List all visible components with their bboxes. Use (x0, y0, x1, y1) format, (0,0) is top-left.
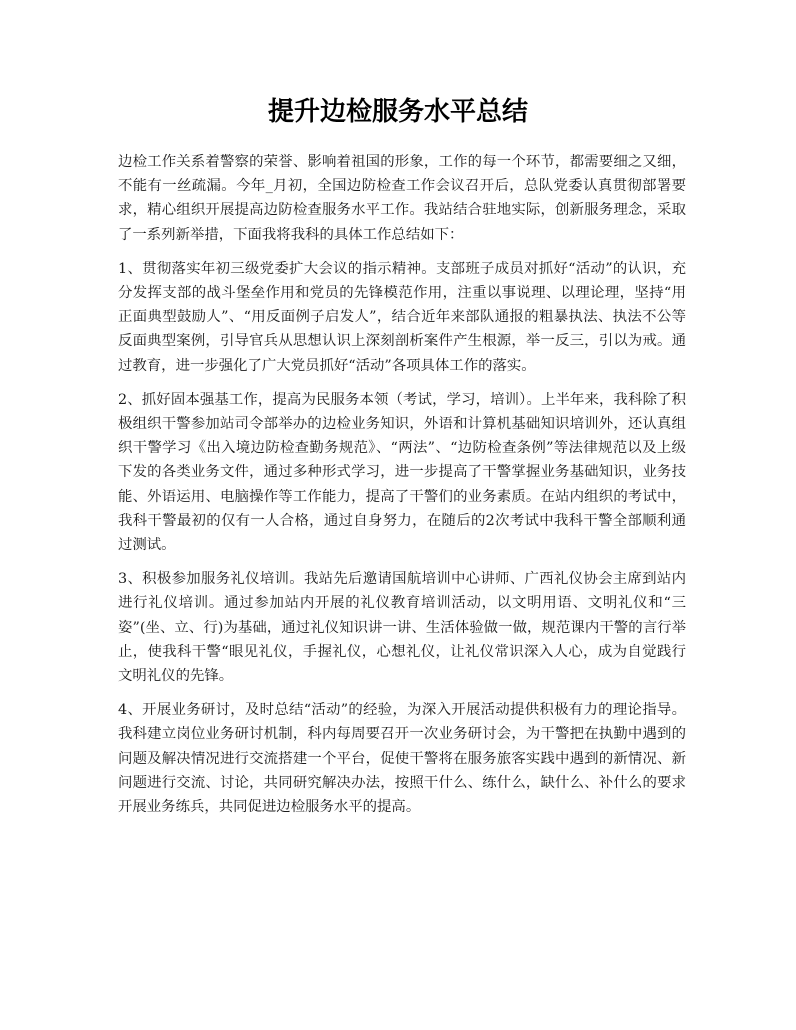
paragraph-4: 4、开展业务研讨，及时总结“活动”的经验，为深入开展活动提供积极有力的理论指导。我科建立岗位业务研讨机制，科内每周要召开一次业务研讨会，为干警把在执勤中遇到的问题及解决情况进行交流搭建一个平台，促使干警将在服务旅客实践中遇到的新情况、新问题进行交流、讨论，共同研究解决办法，按照干什么、练什么，缺什么、补什么的要求开展业务练兵，共同促进边检服务水平的提高。 (118, 702, 686, 816)
document-body (118, 150, 686, 829)
paragraph-intro: 边检工作关系着警察的荣誉、影响着祖国的形象，工作的每一个环节，都需要细之又细，不能有一丝疏漏。今年_月初，全国边防检查工作会议召开后，总队党委认真贯彻部署要求，精心组织开展提高边防检查服务水平工作。我站结合驻地实际，创新服务理念，采取了一系列新举措，下面我将我科的具体工作总结如下： (118, 154, 686, 243)
paragraph-1: 1、贯彻落实年初三级党委扩大会议的指示精神。支部班子成员对抓好“活动”的认识，充分发挥支部的战斗堡垒作用和党员的先锋模范作用，注重以事说理、以理论理，坚持“用正面典型鼓励人”、“用反面例子启发人”，结合近年来部队通报的粗暴执法、执法不公等反面典型案例，引导官兵从思想认识上深刻剖析案件产生根源，举一反三，引以为戒。通过教育，进一步强化了广大党员抓好“活动”各项具体工作的落实。 (118, 260, 686, 374)
paragraph-3: 3、积极参加服务礼仪培训。我站先后邀请国航培训中心讲师、广西礼仪协会主席到站内进行礼仪培训。通过参加站内开展的礼仪教育培训活动，以文明用语、文明礼仪和“三姿”(坐、立、行)为基础，通过礼仪知识讲一讲、生活体验做一做，规范课内干警的言行举止，使我科干警“眼见礼仪，手握礼仪，心想礼仪，让礼仪常识深入人心，成为自觉践行文明礼仪的先锋。 (118, 571, 686, 685)
document-title: 提升边检服务水平总结 (267, 97, 528, 127)
paragraph-2: 2、抓好固本强基工作，提高为民服务本领（考试，学习，培训）。上半年来，我科除了积极组织干警参加站司令部举办的边检业务知识，外语和计算机基础知识培训外，还认真组织干警学习《出入境边防检查勤务规范》、“两法”、“边防检查条例”等法律规范以及上级下发的各类业务文件，通过多种形式学习，进一步提高了干警掌握业务基础知识，业务技能、外语运用、电脑操作等工作能力，提高了干警们的业务素质。在站内组织的考试中，我科干警最初的仅有一人合格，通过自身努力，在随后的2次考试中我科干警全部顺利通过测试。 (118, 391, 686, 554)
